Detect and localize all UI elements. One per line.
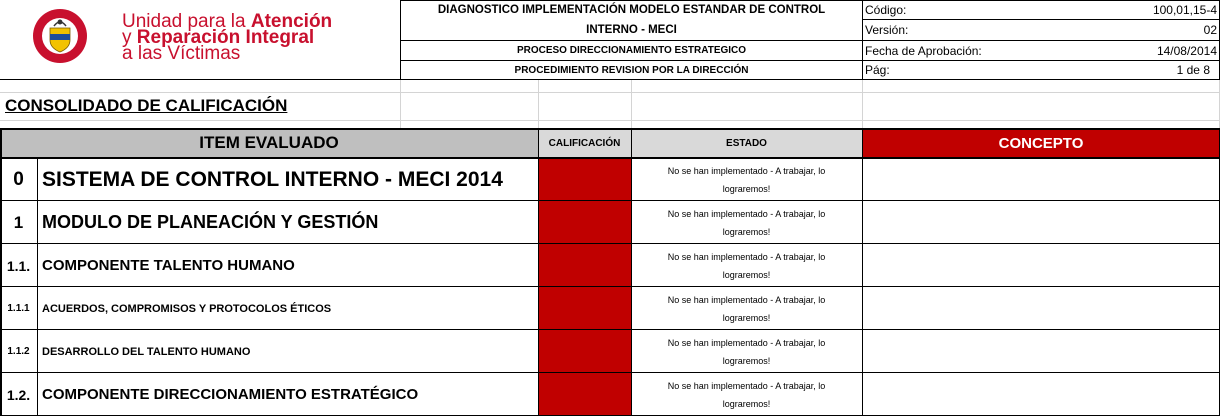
row-number: 1.1.1 (7, 303, 30, 314)
gridline (0, 92, 1220, 93)
estado-cell (631, 330, 862, 373)
table-row (0, 330, 1220, 373)
table-row (0, 244, 1220, 287)
table-row (0, 201, 1220, 244)
header-procedure: PROCEDIMIENTO REVISION POR LA DIRECCIÓN (514, 64, 749, 76)
col-header-estado: ESTADO (631, 129, 862, 157)
logo-text-line2: y (122, 27, 137, 48)
concepto-cell[interactable] (862, 287, 1220, 330)
row-item-label: SISTEMA DE CONTROL INTERNO - MECI 2014 (42, 167, 503, 191)
gridline (862, 79, 863, 128)
col-header-item: ITEM EVALUADO (0, 129, 538, 157)
estado-text-line2: lograremos! (722, 355, 771, 366)
colombia-seal-icon (32, 8, 88, 64)
logo-text-line1-bold: Atención (250, 11, 333, 32)
fecha-value: 14/08/2014 (1156, 43, 1217, 58)
codigo-label: Código: (865, 2, 907, 17)
logo-text-line2-bold: Reparación Integral (136, 27, 315, 48)
version-value: 02 (1203, 23, 1217, 37)
section-title: CONSOLIDADO DE CALIFICACIÓN (5, 96, 288, 115)
concepto-cell[interactable] (862, 330, 1220, 373)
estado-cell (631, 201, 862, 244)
calificacion-cell[interactable] (538, 201, 631, 244)
codigo-value: 100,01,15-4 (1152, 2, 1217, 17)
fecha-label: Fecha de Aprobación: (865, 43, 982, 58)
row-item-label: DESARROLLO DEL TALENTO HUMANO (42, 345, 251, 358)
table-row (0, 287, 1220, 330)
row-item-label: COMPONENTE DIRECCIONAMIENTO ESTRATÉGICO (42, 386, 419, 403)
header-process: PROCESO DIRECCIONAMIENTO ESTRATEGICO (516, 45, 747, 56)
row-number: 1.2. (6, 386, 31, 403)
pag-label: Pág: (865, 63, 890, 77)
estado-text-line2: lograremos! (722, 183, 771, 194)
gridline (631, 79, 632, 128)
estado-cell (631, 373, 862, 416)
estado-text-line1: No se han implementado - A trabajar, lo (667, 208, 826, 219)
row-number: 1.1. (6, 257, 31, 274)
calificacion-cell[interactable] (538, 330, 631, 373)
gridline (400, 79, 401, 128)
logo-text-line1: Unidad para la (122, 11, 251, 32)
col-header-concepto: CONCEPTO (862, 129, 1220, 157)
estado-text-line1: No se han implementado - A trabajar, lo (667, 380, 826, 391)
row-number: 1.1.2 (7, 346, 30, 357)
estado-cell (631, 287, 862, 330)
table-row (0, 158, 1220, 201)
calificacion-cell[interactable] (538, 158, 631, 201)
logo-text-line3: a las Víctimas (122, 43, 241, 64)
estado-text-line1: No se han implementado - A trabajar, lo (667, 337, 826, 348)
pag-value: 1 de 8 (1176, 63, 1210, 77)
estado-cell (631, 158, 862, 201)
row-item-label: ACUERDOS, COMPROMISOS Y PROTOCOLOS ÉTICOS (42, 302, 332, 315)
table-row (0, 373, 1220, 416)
calificacion-cell[interactable] (538, 287, 631, 330)
header-title-line1: DIAGNOSTICO IMPLEMENTACIÓN MODELO ESTANDAR DE CONTROL (437, 3, 826, 16)
logo (30, 6, 390, 66)
concepto-cell[interactable] (862, 201, 1220, 244)
row-number: 1 (13, 212, 24, 232)
estado-text-line1: No se han implementado - A trabajar, lo (667, 165, 826, 176)
estado-cell (631, 244, 862, 287)
row-item-label: MODULO DE PLANEACIÓN Y GESTIÓN (42, 212, 379, 232)
calificacion-cell[interactable] (538, 244, 631, 287)
concepto-cell[interactable] (862, 373, 1220, 416)
gridline (0, 120, 1220, 121)
estado-text-line2: lograremos! (722, 312, 771, 323)
version-label: Versión: (865, 23, 909, 37)
estado-text-line2: lograremos! (722, 269, 771, 280)
estado-text-line2: lograremos! (722, 226, 771, 237)
estado-text-line1: No se han implementado - A trabajar, lo (667, 251, 826, 262)
concepto-cell[interactable] (862, 244, 1220, 287)
estado-text-line2: lograremos! (722, 398, 771, 409)
estado-text-line1: No se han implementado - A trabajar, lo (667, 294, 826, 305)
col-header-calificacion: CALIFICACIÓN (538, 129, 631, 157)
row-number: 0 (13, 168, 24, 190)
row-item-label: COMPONENTE TALENTO HUMANO (42, 257, 295, 274)
concepto-cell[interactable] (862, 158, 1220, 201)
calificacion-cell[interactable] (538, 373, 631, 416)
header-title-line2: INTERNO - MECI (586, 23, 677, 36)
gridline (538, 79, 539, 128)
